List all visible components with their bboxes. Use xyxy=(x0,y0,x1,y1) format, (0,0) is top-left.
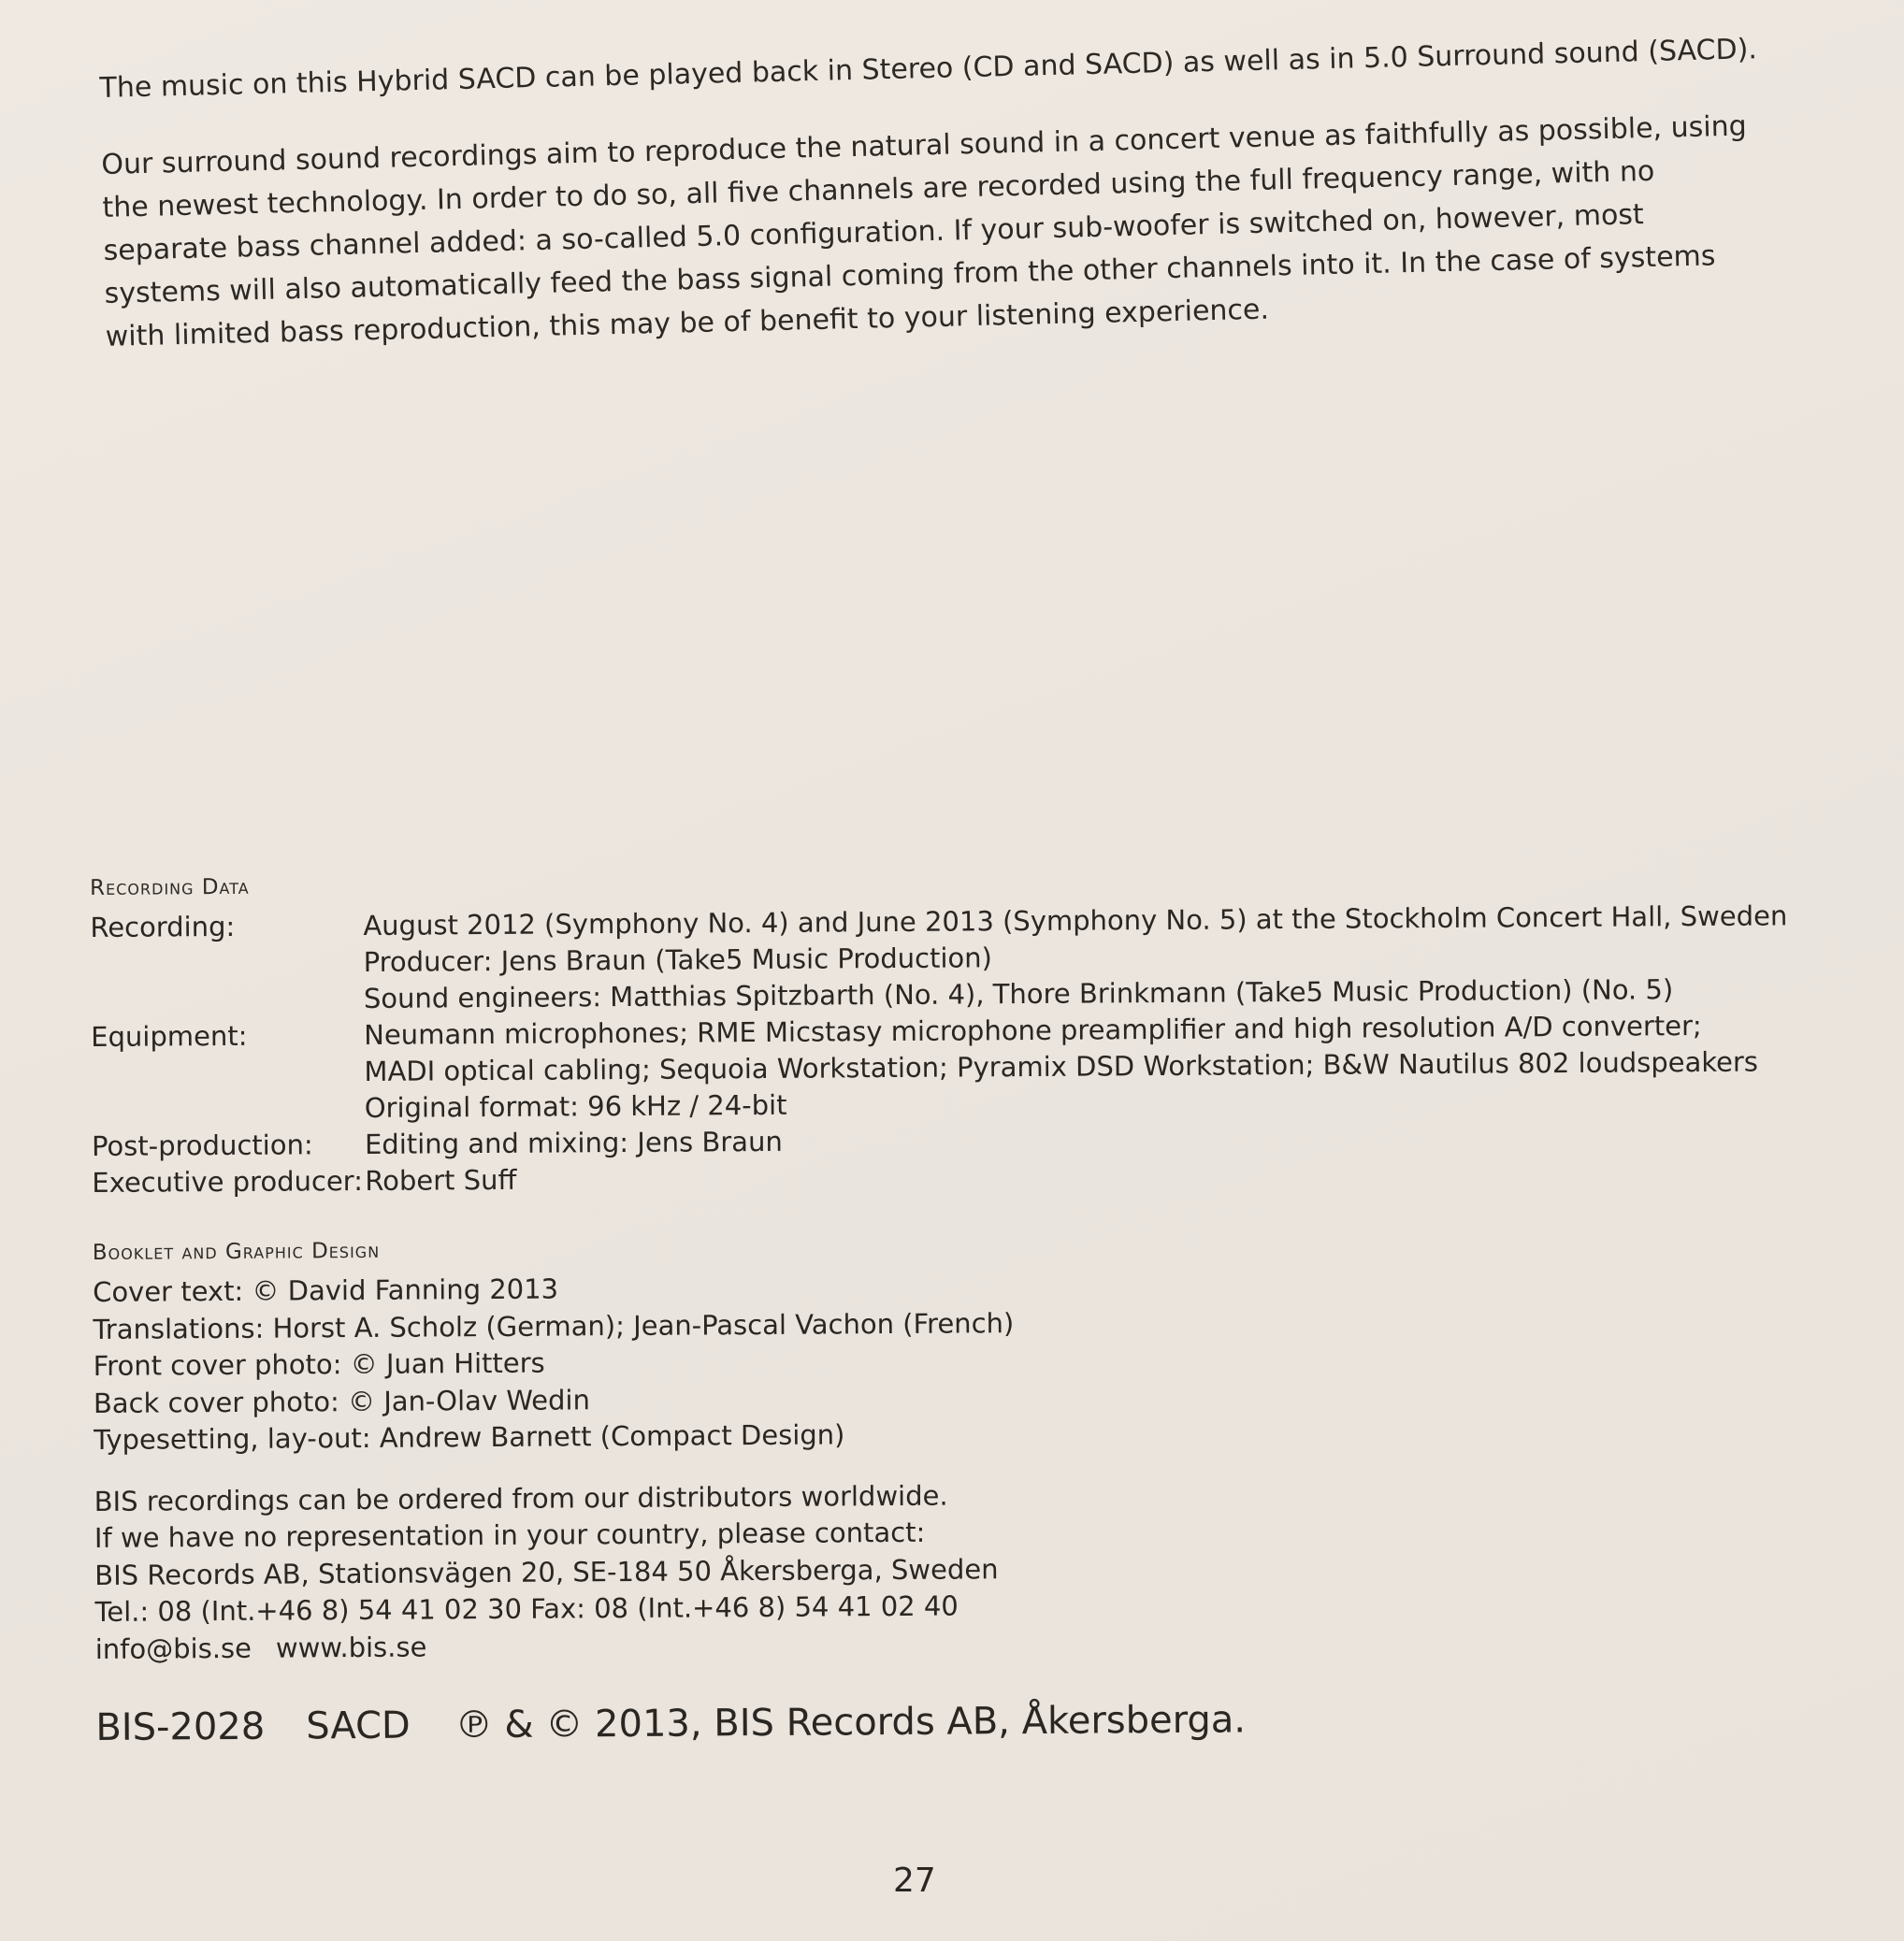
editing-mixing-credit: Editing and mixing: Jens Braun xyxy=(364,1125,783,1160)
recording-values xyxy=(363,898,1788,1017)
recording-label: Recording: xyxy=(90,910,236,943)
cover-text-credit: Cover text: © David Fanning 2013 xyxy=(93,1272,559,1308)
recording-row xyxy=(90,899,1788,1019)
recording-data-heading: Recording Data xyxy=(90,874,250,900)
recording-date-venue: August 2012 (Symphony No. 4) and June 2013 (Symphony No. 5) at the Stockholm Concert Hall, Sweden xyxy=(363,899,1788,942)
contact-section xyxy=(94,1472,1760,1668)
contact-note: If we have no representation in your country, please contact: xyxy=(94,1516,926,1554)
website-link[interactable]: www.bis.se xyxy=(275,1631,427,1664)
catalogue-footer xyxy=(95,1692,1760,1752)
hybrid-sacd-note: The music on this Hybrid SACD can be played back in Stereo (CD and SACD) as well as in 5.0 Surround sound (SACD). xyxy=(99,33,1758,105)
copyright-notice: ℗ & © 2013, BIS Records AB, Åkersberga. xyxy=(454,1698,1247,1747)
credits-section xyxy=(90,863,1788,1752)
executive-producer-label: Executive producer: xyxy=(92,1164,364,1199)
equipment-row xyxy=(91,1008,1759,1129)
booklet-design-section xyxy=(93,1228,1759,1459)
front-cover-photo-credit: Front cover photo: © Juan Hitters xyxy=(93,1346,545,1382)
equipment-label: Equipment: xyxy=(91,1019,248,1053)
translations-credit: Translations: Horst A. Scholz (German); Jean-Pascal Vachon (French) xyxy=(93,1306,1015,1345)
format-label: SACD xyxy=(306,1704,411,1748)
executive-producer-name: Robert Suff xyxy=(365,1163,517,1197)
original-format: Original format: 96 kHz / 24-bit xyxy=(364,1088,787,1124)
equipment-values xyxy=(364,1008,1758,1127)
producer-credit: Producer: Jens Braun (Take5 Music Production) xyxy=(363,942,993,978)
catalogue-number: BIS-2028 xyxy=(95,1704,266,1749)
surround-sound-intro xyxy=(99,28,1770,359)
post-production-label: Post-production: xyxy=(91,1129,313,1162)
phone-fax: Tel.: 08 (Int.+46 8) 54 41 02 30 Fax: 08 (Int.+46 8) 54 41 02 40 xyxy=(94,1589,959,1628)
sound-engineers-credit: Sound engineers: Matthias Spitzbarth (No. 4), Thore Brinkmann (Take5 Music Production) (No. 5) xyxy=(363,973,1674,1014)
distributors-note: BIS recordings can be ordered from our distributors worldwide. xyxy=(94,1479,948,1517)
page-number: 27 xyxy=(893,1862,936,1900)
email-link[interactable]: info@bis.se xyxy=(94,1632,252,1665)
back-cover-photo-credit: Back cover photo: © Jan-Olav Wedin xyxy=(93,1383,591,1419)
surround-sound-explanation: Our surround sound recordings aim to reproduce the natural sound in a concert venue as faithfully as possible, using the newest technology. In order to do so, all five channels are recorded using the full frequency range, with no separate bass channel added: a so-called 5.0 configuration. If your sub-woofer is switched on, however, most systems will also automatically feed the bass signal coming from the other channels into it. In the case of systems with limited bass reproduction, this may be of benefit to your listening experience. xyxy=(101,109,1748,353)
booklet-design-heading: Booklet and Graphic Design xyxy=(92,1238,381,1265)
equipment-line: Neumann microphones; RME Micstasy microphone preamplifier and high resolution A/D converter; xyxy=(364,1009,1702,1051)
postal-address: BIS Records AB, Stationsvägen 20, SE-184 50 Åkersberga, Sweden xyxy=(94,1552,999,1591)
typesetting-credit: Typesetting, lay-out: Andrew Barnett (Compact Design) xyxy=(94,1418,845,1456)
equipment-line: MADI optical cabling; Sequoia Workstation; Pyramix DSD Workstation; B&W Nautilus 802 loudspeakers xyxy=(364,1045,1759,1087)
